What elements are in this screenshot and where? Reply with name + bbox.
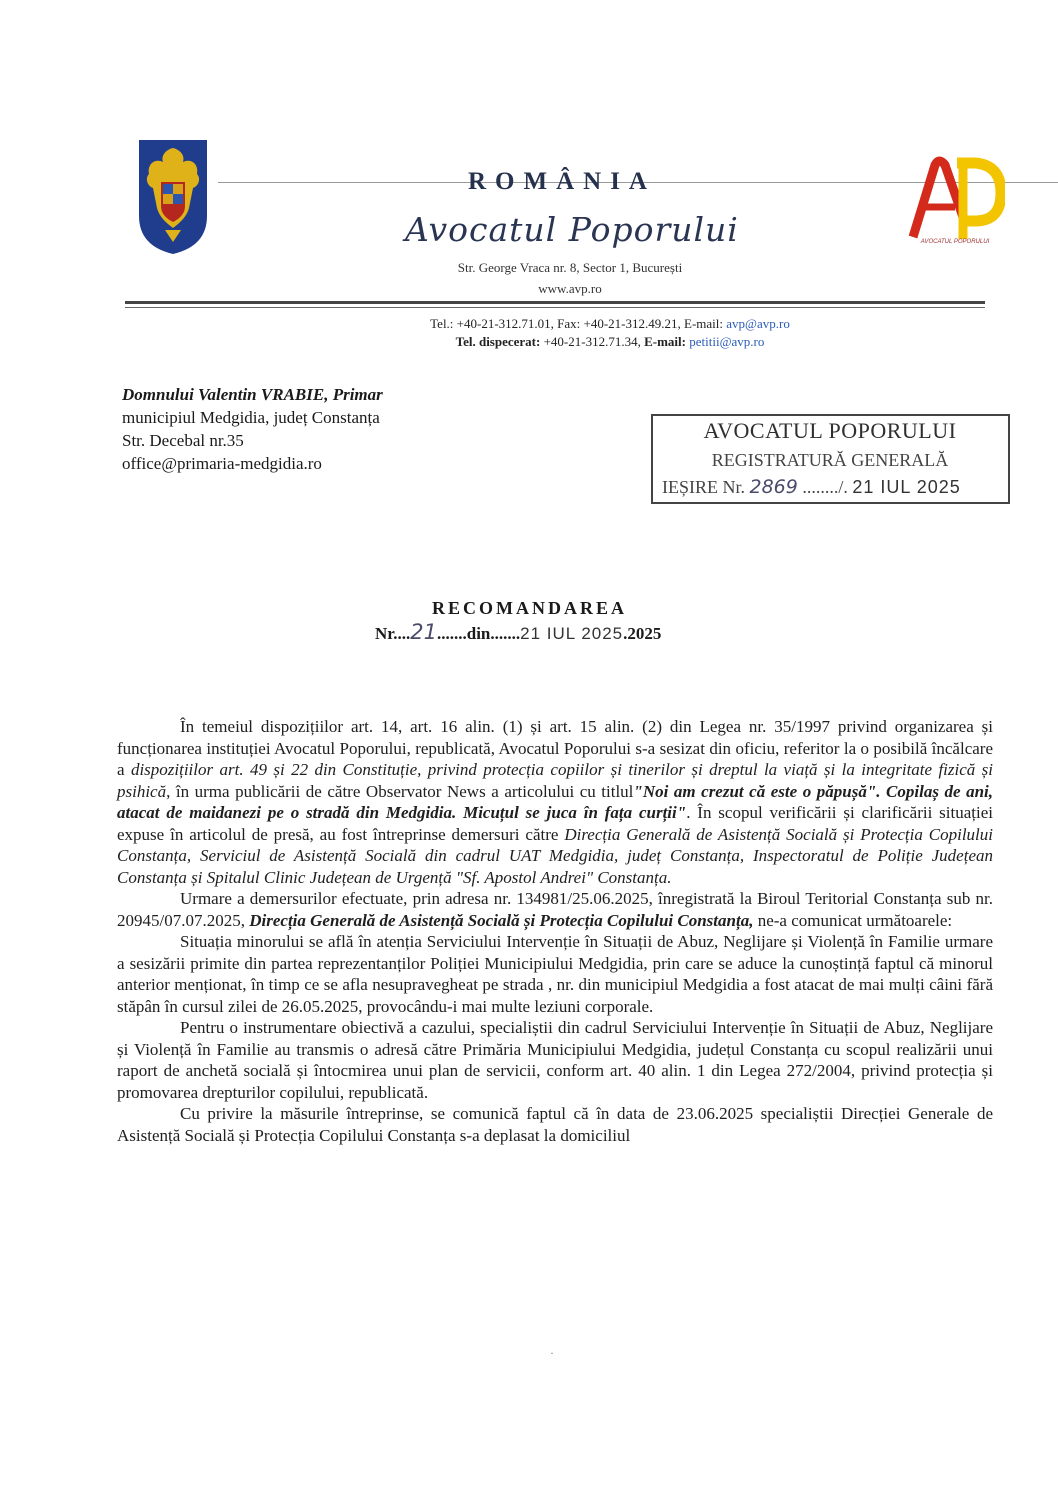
document-number-line: Nr....21.......din.......21 IUL 2025.2025 (375, 620, 662, 644)
dispatch-line (260, 334, 960, 350)
din-label: din (466, 624, 491, 643)
dispatch-phone: +40-21-312.71.34, (540, 334, 645, 349)
institution-website[interactable]: www.avp.ro (538, 281, 602, 296)
stamp-institution: AVOCATUL POPORULUI (703, 418, 957, 443)
dispatch-label: Tel. dispecerat: (455, 334, 541, 349)
institution-script-title: Avocatul Poporului (405, 210, 739, 249)
header-rule-thick (125, 301, 985, 304)
scan-mark: · (550, 1346, 554, 1360)
email-label: E-mail: (644, 334, 686, 349)
p2-intro: Urmare a demersurilor efectuate, prin adresa nr. 134981/25.06.2025, înregistrată la Biroul Teritorial Constanța sub nr. 20945/07.07.2025, (117, 889, 993, 930)
document-date: 21 IUL 2025 (520, 624, 624, 643)
p1-constitution-ref: dispozițiilor art. 49 și 22 din Constituție, privind protecția copiilor și tinerilor și dreptul la viață și la integritate fizică și psihică (117, 760, 994, 801)
paragraph-5: Cu privire la măsurile întreprinse, se comunică faptul că în data de 23.06.2025 specialiștii Direcției Generale de Asistență Socială și Protecția Copilului Constanța s-a deplasat la domiciliul (117, 1104, 993, 1145)
nr-value: 21 (410, 620, 437, 644)
avp-logo-caption: AVOCATUL POPORULUI (920, 239, 990, 245)
stamp-registry: REGISTRATURĂ GENERALĂ (711, 450, 949, 470)
contact-phone-fax: Tel.: +40-21-312.71.01, Fax: +40-21-312.49.21, E-mail: (430, 316, 727, 331)
institution-address: Str. George Vraca nr. 8, Sector 1, București (457, 260, 683, 275)
document-year: 2025 (627, 624, 662, 643)
p1-article-title: "Noi am crezut că este o păpușă". Copilaș de ani, atacat de maidanezi pe o stradă din Medgidia. Micuțul se juca în fața curții" (117, 781, 993, 822)
p2-dgaspc: Direcția Generală de Asistență Socială și Protecția Copilului Constanța, (249, 910, 754, 930)
paragraph-2 (117, 888, 993, 931)
p1-intro: În temeiul dispozițiilor art. 14, art. 16 alin. (1) și art. 15 alin. (2) din Legea nr. 35/1997 privind organizarea și funcționarea instituției Avocatul Poporului, republicată, Avocatul Poporului s-a sesizat din oficiu, referitor la o posibilă încălcare a (117, 717, 993, 779)
nr-label: Nr. (375, 624, 398, 643)
p1-institutions: Direcția Generală de Asistență Socială și Protecția Copilului Constanța, Serviciul de Asistență Socială din cadrul UAT Medgidia, județ Constanța, Inspectoratul de Poliție Județean Constanța și Spitalul Clinic Județean de Urgență "Sf. Apostol Andrei" Constanța. (117, 824, 993, 887)
recipient-street: Str. Decebal nr.35 (122, 431, 244, 450)
header-rule-thin (125, 307, 985, 308)
avp-logo (905, 155, 1005, 247)
country-name: ROMÂNIA (468, 168, 656, 195)
recipient-name: Domnului Valentin VRABIE, Primar (122, 385, 383, 404)
stamp-date: 21 IUL 2025 (852, 477, 961, 497)
avp-logo-icon (905, 155, 1005, 247)
document-body (117, 716, 993, 1146)
stamp-exit-line: IEȘIRE Nr. 2869 ......../. 21 IUL 2025 (662, 476, 961, 498)
coat-of-arms-emblem (135, 138, 211, 256)
paragraph-3: Situația minorului se află în atenția Serviciului Intervenție în Situații de Abuz, Neglijare și Violență în Familie urmare a sesizării primite din partea reprezentanților Poliției Municipiului Medgidia, prin care se aduce la cunoștință faptul că minorul anterior menționat, în timp ce se afla nesupravegheat pe strada , nr. din municipiul Medgidia a fost atacat de mai mulți câini fără stăpân în cursul zilei de 26.05.2025, provocându-i mai multe leziuni corporale. (117, 932, 993, 1016)
recipient-email[interactable]: office@primaria-medgidia.ro (122, 454, 322, 473)
email-link-avp[interactable]: avp@avp.ro (726, 316, 790, 331)
p1-actions: . În scopul verificării și clarificării situației expuse în articolul de presă, au fost întreprinse demersuri către (117, 803, 993, 844)
p1-observator: , în urma publicării de către Observator News a articolului cu titlul (166, 781, 634, 801)
stamp-exit-number: 2869 (749, 476, 798, 498)
p2-end: ne-a comunicat următoarele: (753, 910, 953, 930)
paragraph-1 (117, 716, 993, 888)
recipient-block (122, 383, 383, 475)
document-title: RECOMANDAREA (432, 598, 627, 618)
stamp-exit-label: IEȘIRE Nr. (662, 477, 745, 497)
contact-line (260, 316, 960, 332)
email-link-petitions[interactable]: petitii@avp.ro (689, 334, 765, 349)
paragraph-4: Pentru o instrumentare obiectivă a cazului, specialiștii din cadrul Serviciului Intervenție în Situații de Abuz, Neglijare și Violență în Familie au transmis o adresă către Primăria Municipiului Medgidia, județul Constanța cu scopul realizării unui raport de anchetă socială și întocmirea unui plan de servicii, conform art. 40 alin. 1 din Legea 272/2004, privind protecția și promovarea drepturilor copilului, republicată. (117, 1018, 993, 1102)
recipient-municipality: municipiul Medgidia, județ Constanța (122, 408, 380, 427)
